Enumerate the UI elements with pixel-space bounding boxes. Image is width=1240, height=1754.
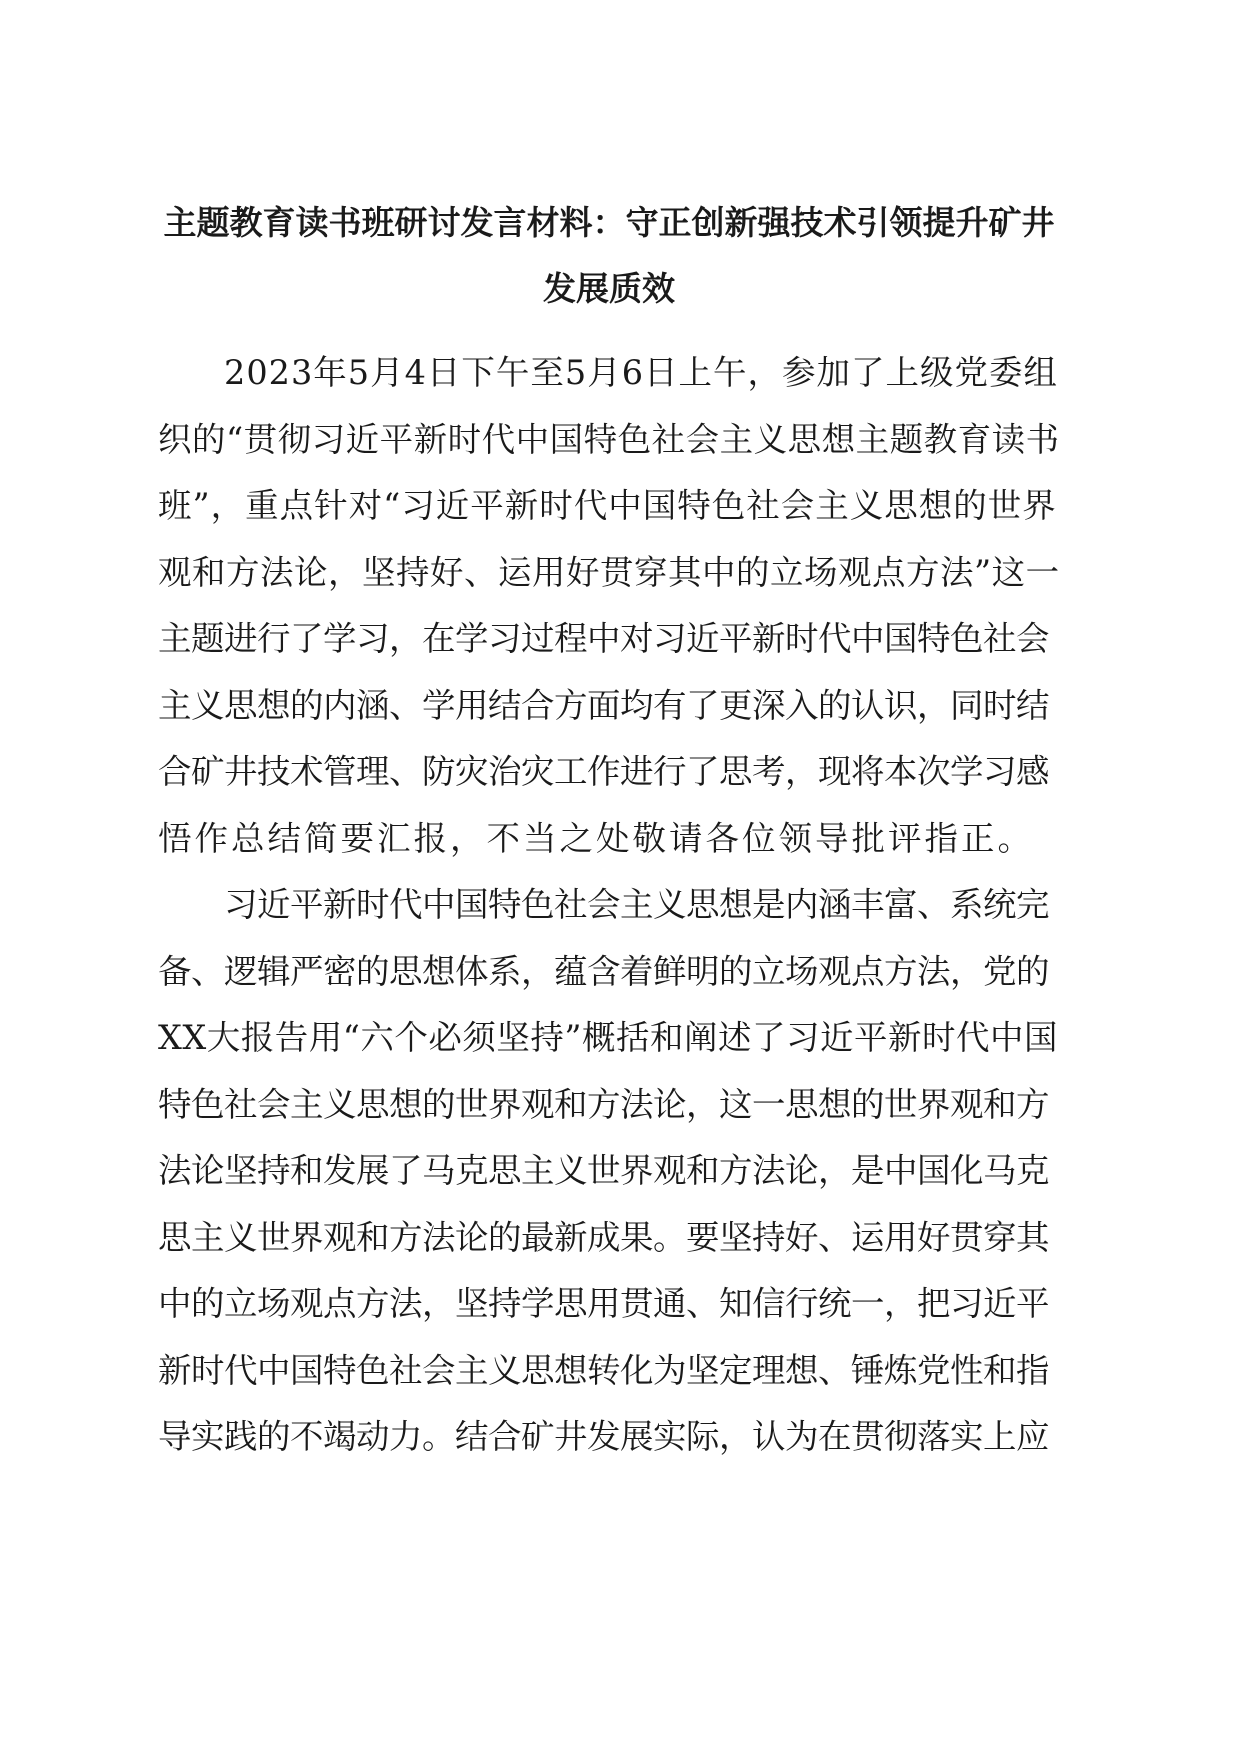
title-line-2: 发展质效 bbox=[543, 269, 675, 308]
paragraph-line: 主义思想的内涵、学用结合方面均有了更深入的认识，同时结 bbox=[158, 685, 1049, 725]
paragraph-line: 思主义世界观和方法论的最新成果。要坚持好、运用好贯穿其 bbox=[158, 1217, 1049, 1257]
paragraph-line: 备、逻辑严密的思想体系，蕴含着鲜明的立场观点方法，党的 bbox=[158, 951, 1049, 991]
title-line-1: 主题教育读书班研讨发言材料：守正创新强技术引领提升矿井 bbox=[163, 203, 1055, 242]
paragraph-line: XX大报告用“六个必须坚持”概括和阐述了习近平新时代中国 bbox=[158, 1018, 1058, 1057]
paragraph-line: 法论坚持和发展了马克思主义世界观和方法论，是中国化马克 bbox=[158, 1151, 1049, 1190]
paragraph-1 bbox=[158, 340, 1060, 872]
paragraph-line: 织的“贯彻习近平新时代中国特色社会主义思想主题教育读书 bbox=[158, 419, 1060, 459]
paragraph-2 bbox=[158, 872, 1060, 1471]
paragraph-line: 2023年5月4日下午至5月6日上午，参加了上级党委组 bbox=[224, 353, 1059, 392]
paragraph-line: 悟作总结简要汇报，不当之处敬请各位领导批评指正。 bbox=[158, 818, 1034, 858]
paragraph-line: 新时代中国特色社会主义思想转化为坚定理想、锤炼党性和指 bbox=[158, 1350, 1049, 1390]
paragraph-line: 主题进行了学习，在学习过程中对习近平新时代中国特色社会 bbox=[158, 619, 1049, 658]
document-title bbox=[158, 190, 1060, 322]
paragraph-line: 观和方法论，坚持好、运用好贯穿其中的立场观点方法”这一 bbox=[158, 552, 1060, 592]
paragraph-line: 合矿井技术管理、防灾治灾工作进行了思考，现将本次学习感 bbox=[158, 752, 1049, 791]
paragraph-line: 中的立场观点方法，坚持学思用贯通、知信行统一，把习近平 bbox=[158, 1284, 1049, 1323]
paragraph-line: 习近平新时代中国特色社会主义思想是内涵丰富、系统完 bbox=[224, 885, 1049, 924]
paragraph-line: 特色社会主义思想的世界观和方法论，这一思想的世界观和方 bbox=[158, 1084, 1049, 1124]
paragraph-line: 导实践的不竭动力。结合矿井发展实际，认为在贯彻落实上应 bbox=[158, 1417, 1049, 1456]
paragraph-line: 班”，重点针对“习近平新时代中国特色社会主义思想的世界 bbox=[158, 486, 1057, 525]
